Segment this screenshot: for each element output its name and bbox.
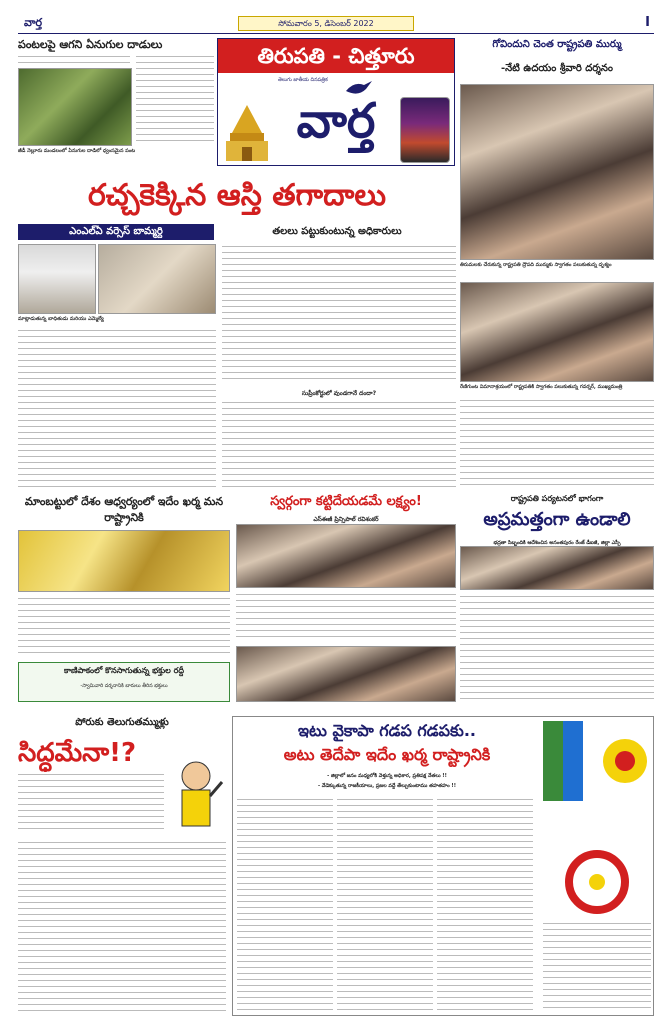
mount-headline: అప్రమత్తంగా ఉండాలి (483, 509, 631, 530)
brand-logo: వార్త (296, 93, 376, 149)
mount-photo (460, 546, 654, 590)
banner-text-1 (237, 797, 333, 1013)
banner-line2: అటు తెదేపా ఇదేం ఖర్మ రాష్ట్రానికి (283, 745, 491, 764)
president-subhead: -నేటి ఉదయం శ్రీవారి దర్శనం (501, 63, 613, 74)
story-elephants (18, 38, 214, 158)
mount-text (460, 594, 654, 702)
heaven-photo-2 (236, 646, 456, 702)
heaven-headline: స్వర్గంగా కట్టిదేయడమే లక్ష్యం! (270, 494, 422, 509)
president-caption-1: తిరుమలకు చేరుకున్న రాష్ట్రపతి ద్రౌపది ముర్ముకు స్వాగతం పలుకుతున్న దృశ్యం (460, 262, 612, 268)
banner-sub1: - జిల్లాలో జనం మధ్యలోకి వెళ్తున్న అధికార, ప్రతిపక్ష నేతలు !! (327, 773, 447, 779)
story-elephants-caption: జీడీ నెల్లూరు మండలంలో ఏనుగుల దాడిలో ధ్వంసమైన పంట (18, 148, 136, 154)
date-box (238, 16, 414, 31)
property-subhead-left-text: ఎంఎల్ఏ వర్సెస్ బామ్మర్ది (69, 226, 163, 237)
property-photo-man (18, 244, 96, 314)
state-box-title: కాణిపాకంలో కొనసాగుతున్న భక్తుల రద్దీ (64, 666, 184, 675)
property-text-right2 (222, 400, 456, 488)
wheel-graphic (543, 847, 651, 917)
banner-line1: ఇటు వైకాపా గడప గడపకు.. (297, 721, 476, 740)
property-headline: రచ్చకెక్కిన ఆస్తి తగాదాలు (87, 178, 387, 213)
heaven-photo (236, 524, 456, 588)
property-subhead-left (18, 224, 214, 240)
paper-small-name: వార్త (24, 16, 43, 29)
property-text-right (222, 244, 456, 384)
top-bar (18, 14, 654, 34)
page-number: I (645, 15, 650, 30)
story-banner (232, 716, 654, 1016)
region-name: తిరుపతి - చిత్తూరు (257, 44, 415, 68)
state-headline: మాంబట్టులో దేశం ఆధ్వర్యంలో ఇదేం ఖర్మ మన రాష్ట్రానికి (24, 495, 224, 524)
president-text (460, 398, 654, 488)
mount-subhead: భద్రతా సిబ్బందికి ఆదేశించిన అనంతపురం రేంజ్ డీఐజీ, జిల్లా ఎస్పీ (493, 540, 621, 546)
banner-text-3 (437, 797, 533, 1013)
story-fight (18, 716, 226, 1016)
banner-text-2 (337, 797, 433, 1013)
property-subhead-right: తలలు పట్టుకుంటున్న అధికారులు (272, 226, 402, 237)
fight-headline: సిద్ధమేనా!? (18, 738, 137, 768)
story-state (18, 494, 230, 704)
region-banner (218, 39, 454, 73)
story-elephants-text (18, 54, 130, 64)
fight-text (18, 772, 164, 832)
president-photo-2 (460, 282, 654, 382)
flags-graphic (543, 721, 651, 841)
state-box-sub: -స్వామివారి దర్శనానికి బారులు తీరిన భక్తులు (80, 683, 168, 689)
heaven-text (236, 592, 456, 642)
story-heaven (236, 494, 456, 704)
president-caption-2: రేణిగుంట విమానాశ్రయంలో రాష్ట్రపతికి స్వాగతం పలుకుతున్న గవర్నర్, ముఖ్యమంత్రి (460, 384, 623, 390)
state-photo (18, 530, 230, 592)
dove-icon (344, 79, 374, 97)
president-headline: గోవిందుని చెంత రాష్ట్రపతి ముర్ము (492, 39, 622, 50)
banner-sub2: - వేడెక్కుతున్న రాజకీయాలు, ప్రజల వద్దే తేల్చుకుంటాము తహతహం !! (317, 783, 456, 789)
date-text: సోమవారం 5, డిసెంబర్ 2022 (278, 19, 374, 28)
story-property (18, 168, 456, 494)
edition-tagline: తెలుగు జాతీయ దినపత్రిక (278, 77, 328, 83)
mount-kicker: రాష్ట్రపతి పర్యటనలో భాగంగా (510, 494, 604, 503)
elephant-damage-photo (18, 68, 132, 146)
property-caption: మాట్లాడుతున్న బాధితుడు మరియు ఎమ్మెల్యే (18, 316, 104, 322)
temple-icon (222, 103, 272, 163)
banner-text-4 (543, 921, 651, 1013)
property-question: సుప్రీంకోర్టులో వుండగానే దందా? (301, 390, 377, 397)
heaven-byline: ఎస్ఈజీ ప్రిన్సిపాల్ రవిశంకర్ (313, 516, 379, 523)
deity-photo (400, 97, 450, 163)
fight-text-2 (18, 840, 226, 1016)
story-elephants-headline: పంటలపై ఆగని ఏనుగుల దాడులు (18, 38, 163, 51)
fight-kicker: పోరుకు తెలుగుతమ్ముళ్లు (75, 717, 169, 728)
story-president (460, 38, 654, 488)
president-photo-1 (460, 84, 654, 260)
state-box (18, 662, 230, 702)
state-text (18, 596, 230, 658)
property-text-left (18, 328, 216, 488)
story-elephants-text2 (136, 54, 214, 146)
property-photo-official (98, 244, 216, 314)
edition-masthead (217, 38, 455, 166)
cartoon-figure (168, 756, 226, 836)
story-mount (460, 494, 654, 704)
top-rule (18, 33, 654, 34)
